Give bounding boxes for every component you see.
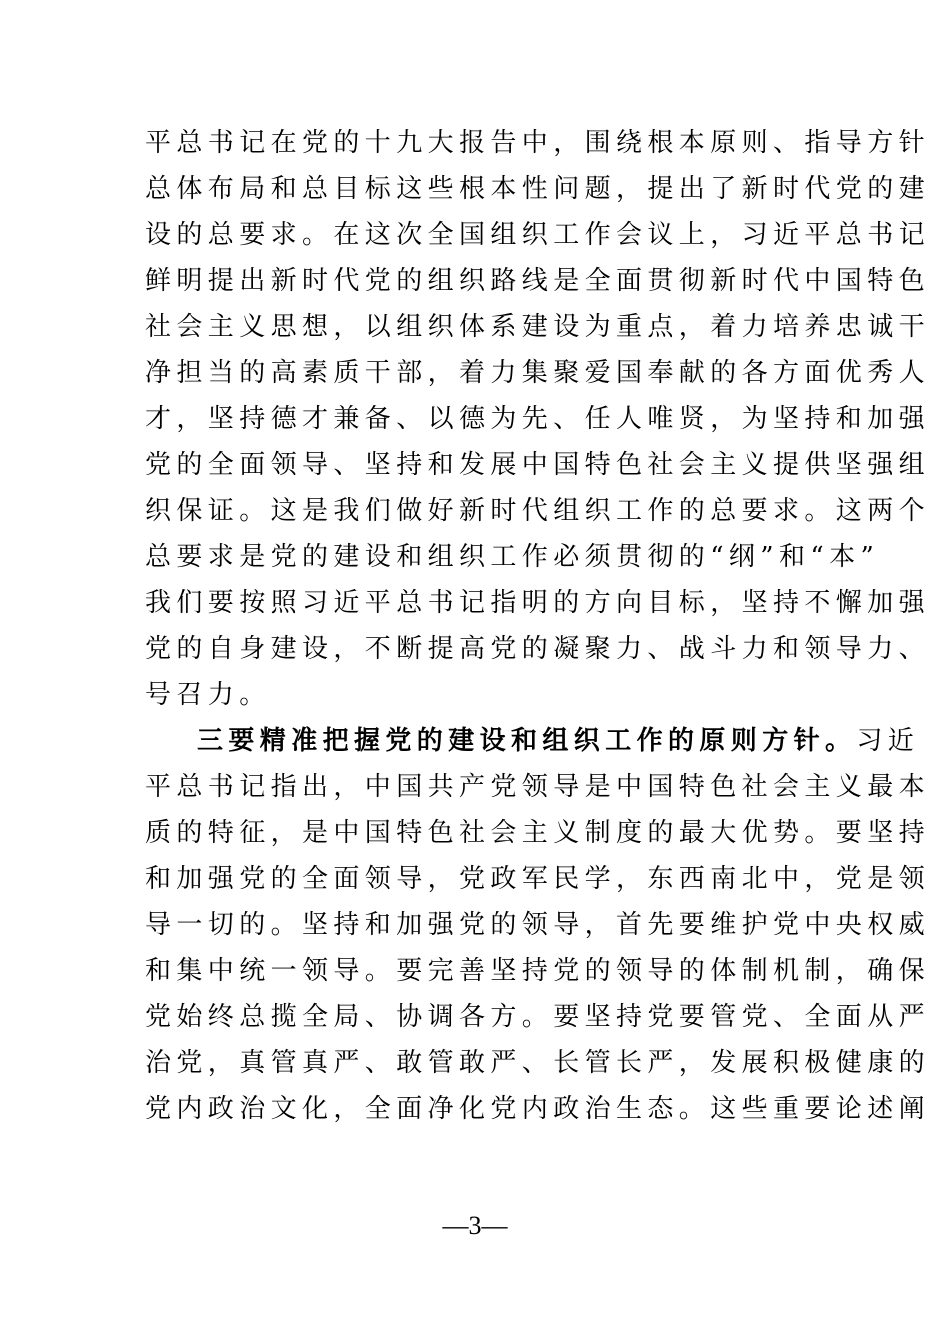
text-line: 我们要按照习近平总书记指明的方向目标，坚持不懈加强 xyxy=(145,588,931,618)
text-line: 总体布局和总目标这些根本性问题，提出了新时代党的建 xyxy=(145,174,931,204)
section-heading: 三要精准把握党的建设和组织工作的原则方针。 xyxy=(197,726,857,756)
text-line: 设的总要求。在这次全国组织工作会议上，习近平总书记 xyxy=(145,220,931,250)
text-line: 导一切的。坚持和加强党的领导，首先要维护党中央权威 xyxy=(145,910,931,940)
text-line: 和加强党的全面领导，党政军民学，东西南北中，党是领 xyxy=(145,864,931,894)
section-heading-line xyxy=(145,718,920,764)
text-line: 织保证。这是我们做好新时代组织工作的总要求。这两个 xyxy=(145,496,931,526)
text-line: 净担当的高素质干部，着力集聚爱国奉献的各方面优秀人 xyxy=(145,358,931,388)
body-text xyxy=(145,120,931,1132)
text-line: 和集中统一领导。要完善坚持党的领导的体制机制，确保 xyxy=(145,956,931,986)
section-heading-tail: 习近 xyxy=(856,726,920,756)
text-line: 鲜明提出新时代党的组织路线是全面贯彻新时代中国特色 xyxy=(145,266,931,296)
text-line: 平总书记指出，中国共产党领导是中国特色社会主义最本 xyxy=(145,772,931,802)
text-line: 才，坚持德才兼备、以德为先、任人唯贤，为坚持和加强 xyxy=(145,404,931,434)
text-line: 总要求是党的建设和组织工作必须贯彻的“纲”和“本” xyxy=(145,542,880,572)
text-line: 治党，真管真严、敢管敢严、长管长严，发展积极健康的 xyxy=(145,1048,931,1078)
text-line: 党的自身建设，不断提高党的凝聚力、战斗力和领导力、 xyxy=(145,634,931,664)
page-number: —3— xyxy=(442,1211,508,1240)
text-line: 号召力。 xyxy=(145,680,271,710)
text-line: 党内政治文化，全面净化党内政治生态。这些重要论述阐 xyxy=(145,1094,931,1124)
text-line: 党的全面领导、坚持和发展中国特色社会主义提供坚强组 xyxy=(145,450,931,480)
text-line: 平总书记在党的十九大报告中，围绕根本原则、指导方针 xyxy=(145,128,931,158)
text-line: 质的特征，是中国特色社会主义制度的最大优势。要坚持 xyxy=(145,818,931,848)
text-line: 党始终总揽全局、协调各方。要坚持党要管党、全面从严 xyxy=(145,1002,931,1032)
text-line: 社会主义思想，以组织体系建设为重点，着力培养忠诚干 xyxy=(145,312,931,342)
